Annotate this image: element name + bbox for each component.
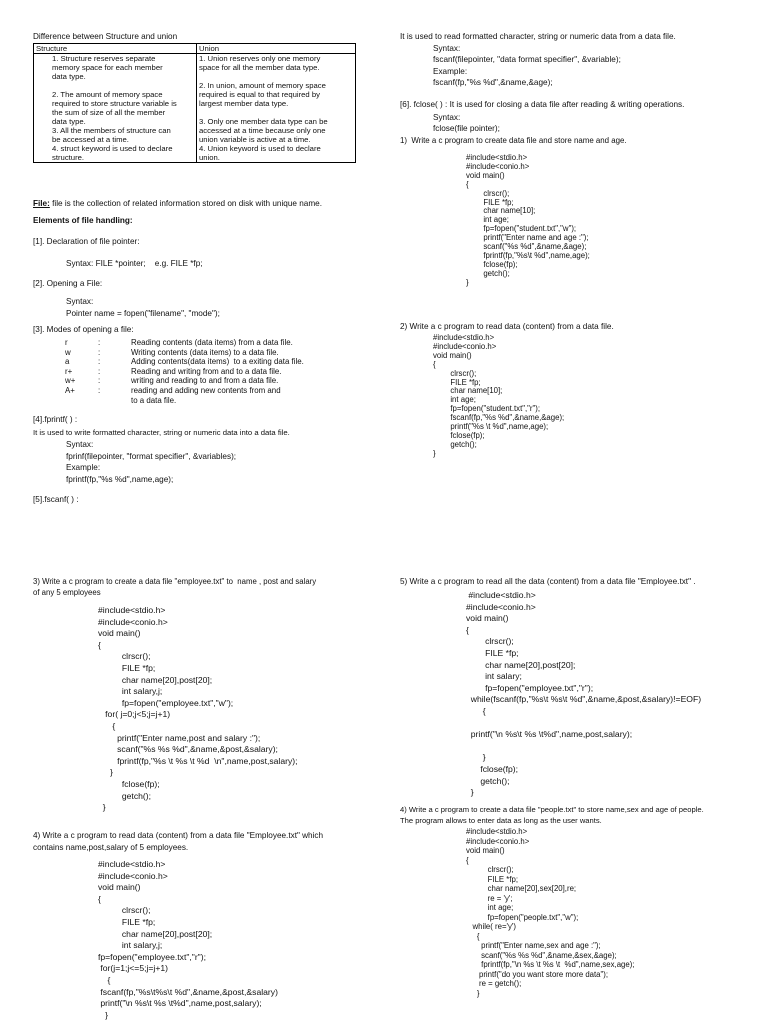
opening-syntax: Syntax: Pointer name = fopen("filename", "mode"); (66, 297, 220, 318)
code-block-2: #include<stdio.h> #include<conio.h> void main() { clrscr(); FILE *fp; char name[10]; int age; fp=fopen("student.txt","r"); fscanf(fp,"%s %d",&name,&age); printf("%s \t %d",name,age); fclose(fp); getch(); } (433, 333, 565, 458)
question-5: 5) Write a c program to read all the data (content) from a data file "Employee.txt" . (400, 577, 696, 586)
mode-description: Reading contents (data items) from a data file. (131, 338, 293, 347)
file-definition (33, 199, 322, 209)
structure-union-heading: Difference between Structure and union (33, 32, 178, 41)
fscanf-heading: [5].fscanf( ) : (33, 495, 79, 504)
fclose-syntax: Syntax: fclose(file pointer); (433, 113, 500, 134)
question-6-line-1: 4) Write a c program to create a data file "people.txt" to store name,sex and age of people. (400, 805, 704, 814)
mode-separator: : (98, 357, 101, 367)
modes-heading: [3]. Modes of opening a file: (33, 325, 134, 334)
code-block-3: #include<stdio.h> #include<conio.h> void main() { clrscr(); FILE *fp; char name[20],post[20]; int salary,j; fp=fopen("employee.txt","w"); for( j=0;j<5;j=j+1) { printf("Enter name,post and salary :"); scanf("%s %s %d",&name,&post,&salary); fprintf(fp,"%s \t %s \t %d \n",name,post,salary); } fclose(fp); getch(); } (98, 605, 298, 813)
mode-code: w (65, 347, 71, 357)
declaration-heading: [1]. Declaration of file pointer: (33, 237, 140, 246)
mode-code: r+ (65, 366, 73, 376)
fprintf-heading: [4].fprintf( ) : (33, 415, 78, 424)
question-1: 1) Write a c program to create data file and store name and age. (400, 136, 627, 145)
fscanf-description: It is used to read formatted character, string or numeric data from a data file. (400, 32, 676, 41)
question-3-line-2: of any 5 employees (33, 588, 101, 597)
question-6-line-2: The program allows to enter data as long as the user wants. (400, 816, 602, 825)
mode-separator: : (98, 347, 101, 357)
mode-code: A+ (65, 386, 75, 395)
mode-code: w+ (65, 376, 76, 386)
table-header-structure: Structure (34, 44, 197, 54)
declaration-syntax: Syntax: FILE *pointer; e.g. FILE *fp; (66, 259, 203, 268)
fprintf-description: It is used to write formatted character, string or numeric data into a data file. (33, 428, 290, 437)
union-points-cell: 1. Union reserves only one memory space for all the member data type. 2. In union, amount of memory space required is equal to that required by largest member data type. 3. Only one member data type can be accessed at a time because only one union variable is active at a time. 4. Union keyword is used to declare union. (197, 54, 356, 163)
comparison-table (33, 43, 356, 163)
mode-code: a (65, 357, 70, 367)
mode-separator: : (98, 376, 101, 386)
question-4-line-2: contains name,post,salary of 5 employees. (33, 843, 189, 852)
question-4-line-1: 4) Write a c program to read data (content) from a data file "Employee.txt" which (33, 831, 324, 840)
file-definition-text: file is the collection of related information stored on disk with unique name. (49, 199, 322, 208)
mode-description: Reading and writing from and to a data file. (131, 366, 282, 376)
mode-separator: : (98, 338, 101, 347)
question-3-line-1: 3) Write a c program to create a data file "employee.txt" to name , post and salary (33, 577, 317, 586)
table-header-row (34, 44, 356, 54)
mode-separator: : (98, 386, 101, 395)
mode-description: Adding contents(data items) to a exiting data file. (131, 357, 304, 367)
structure-points-cell: 1. Structure reserves separate memory space for each member data type. 2. The amount of memory space required to store structure variable is the sum of size of all the member data type. 3. All the members of structure can be accessed at a time. 4. struct keyword is used to declare structure. (34, 54, 197, 163)
question-2: 2) Write a c program to read data (content) from a data file. (400, 322, 614, 331)
mode-description: Writing contents (data items) to a data file. (131, 347, 279, 357)
mode-description: writing and reading to and from a data file. (131, 376, 279, 386)
code-block-4: #include<stdio.h> #include<conio.h> void main() { clrscr(); FILE *fp; char name[20],post[20]; int salary,j; fp=fopen("employee.txt","r"); for(j=1;j<=5;j=j+1) { fscanf(fp,"%s\t%s\t %d",&name,&post,&salary) printf("\n %s\t %s \t%d",name,post,salary); } (98, 859, 278, 1020)
mode-separator: : (98, 366, 101, 376)
code-block-1: #include<stdio.h> #include<conio.h> void main() { clrscr(); FILE *fp; char name[10]; int age; fp=fopen("student.txt","w"); printf("Enter name and age :"); scanf("%s %d",&name,&age); fprintf(fp,"%s\t %d",name,age); fclose(fp); getch(); } (466, 153, 590, 287)
table-row (34, 54, 356, 163)
mode-description: reading and adding new contents from and to a data file. (131, 386, 281, 405)
fprintf-syntax: Syntax: fprinf(filepointer, "format specifier", &variables); Example: fprintf(fp,"%s %d",name,age); (66, 440, 237, 484)
elements-heading: Elements of file handling: (33, 216, 133, 225)
table-header-union: Union (197, 44, 356, 54)
code-block-5: #include<stdio.h> #include<conio.h> void main() { clrscr(); FILE *fp; char name[20],post[20]; int salary; fp=fopen("employee.txt","r"); while(fscanf(fp,"%s\t %s\t %d",&name,&post,&salary)!=EOF) { printf("\n %s\t %s \t%d",name,post,salary); } fclose(fp); getch(); } (466, 590, 702, 798)
mode-code: r (65, 338, 68, 347)
fscanf-syntax: Syntax: fscanf(filepointer, "data format specifier", &variable); Example: fscanf(fp,"%s %d",&name,&age); (433, 44, 621, 88)
code-block-6: #include<stdio.h> #include<conio.h> void main() { clrscr(); FILE *fp; char name[20],sex[20],re; re = 'y'; int age; fp=fopen("people.txt","w"); while( re='y') { printf("Enter name,sex and age :"); scanf("%s %s %d",&name,&sex,&age); fprintf(fp,"\n %s \t %s \t %d",name,sex,age); printf("do you want store more data"); re = getch(); } (466, 827, 635, 998)
opening-heading: [2]. Opening a File: (33, 279, 103, 288)
file-label: File: (33, 199, 50, 208)
fclose-heading: [6]. fclose( ) : It is used for closing a data file after reading & writing operations. (400, 100, 685, 109)
